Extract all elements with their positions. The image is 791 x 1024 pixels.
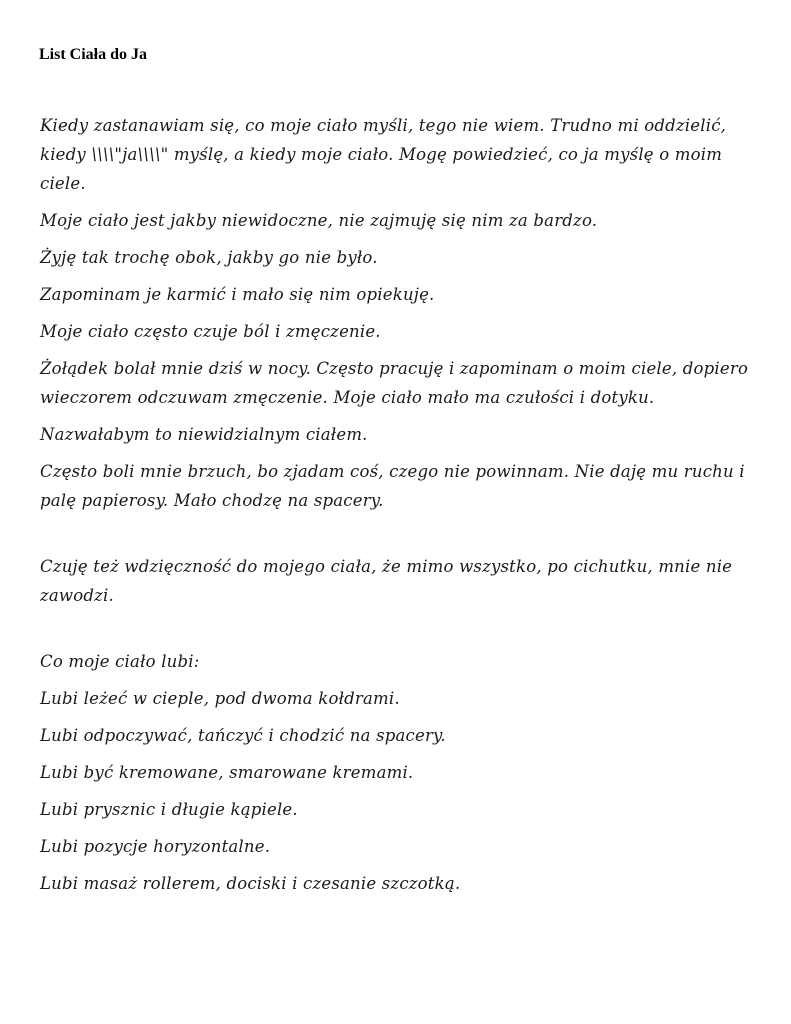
paragraph: Żołądek bolał mnie dziś w nocy. Często pracuję i zapominam o moim ciele, dopiero wieczorem odczuwam zmęczenie. Moje ciało mało ma czułości i dotyku. — [40, 359, 749, 407]
paragraph: Często boli mnie brzuch, bo zjadam coś, czego nie powinnam. Nie daję mu ruchu i palę papierosy. Mało chodzę na spacery. — [40, 462, 745, 510]
paragraph: Moje ciało jest jakby niewidoczne, nie zajmuję się nim za bardzo. — [40, 211, 598, 230]
list-item: Lubi pozycje horyzontalne. — [40, 837, 271, 856]
list-item: Lubi odpoczywać, tańczyć i chodzić na spacery. — [40, 726, 446, 745]
list-heading: Co moje ciało lubi: — [40, 652, 200, 671]
paragraph: Nazwałabym to niewidzialnym ciałem. — [40, 425, 368, 444]
paragraph: Żyję tak trochę obok, jakby go nie było. — [40, 248, 378, 267]
paragraph: Moje ciało często czuje ból i zmęczenie. — [40, 322, 381, 341]
list-item: Lubi być kremowane, smarowane kremami. — [40, 763, 414, 782]
paragraph: Zapominam je karmić i mało się nim opiekuję. — [40, 285, 435, 304]
paragraph: Kiedy zastanawiam się, co moje ciało myśli, tego nie wiem. Trudno mi oddzielić, kiedy \\\\"ja\\\\" myślę, a kiedy moje ciało. Mogę powiedzieć, co ja myślę o moim ciele. — [40, 116, 727, 193]
document-title: List Ciała do Ja — [39, 46, 148, 63]
letter-body — [40, 111, 755, 906]
list-item: Lubi prysznic i długie kąpiele. — [40, 800, 298, 819]
paragraph-gratitude: Czuję też wdzięczność do mojego ciała, że mimo wszystko, po cichutku, mnie nie zawodzi. — [40, 557, 733, 605]
list-item: Lubi leżeć w cieple, pod dwoma kołdrami. — [40, 689, 400, 708]
list-item: Lubi masaż rollerem, dociski i czesanie szczotką. — [40, 874, 461, 893]
